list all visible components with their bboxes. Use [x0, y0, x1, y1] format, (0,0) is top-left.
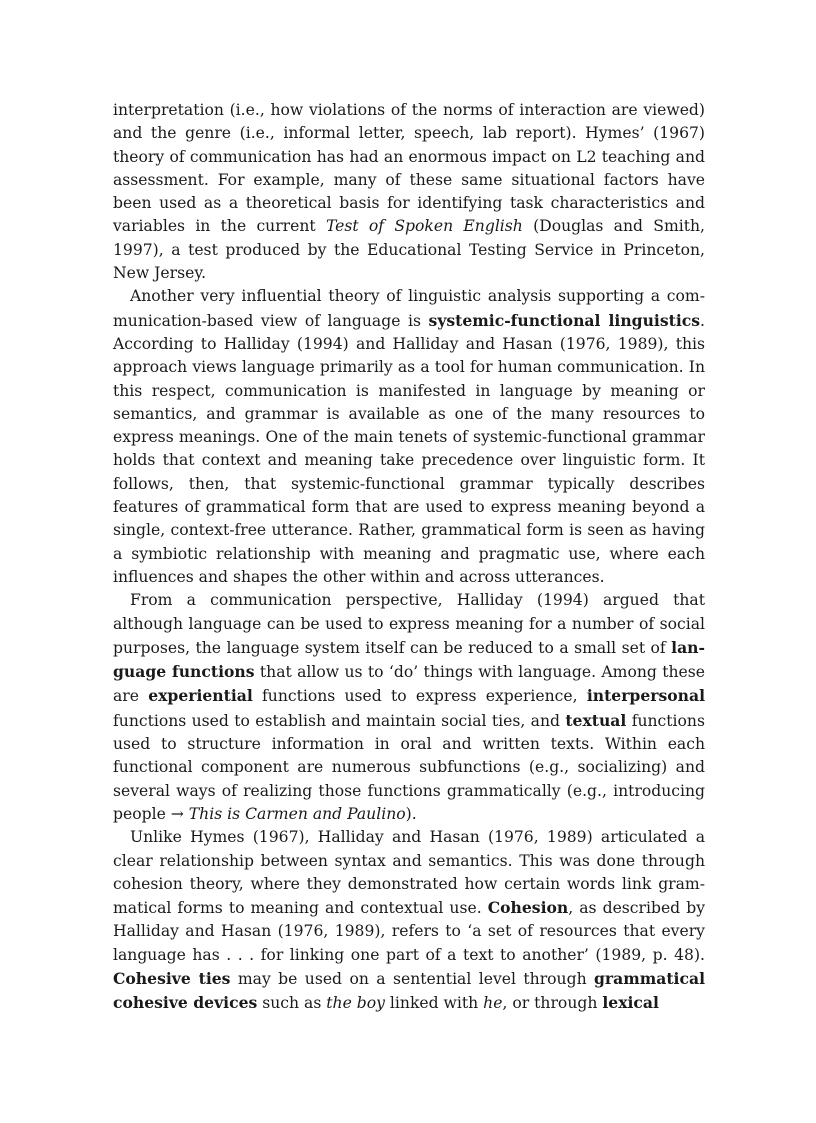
page-body — [113, 99, 705, 1016]
bold-term: Cohesive ties — [113, 968, 231, 988]
italic-example: the boy — [326, 994, 385, 1013]
bold-term: Cohesion — [487, 898, 569, 918]
text-run: Unlike Hymes (1967), Halliday and Hasan (1976, 1989) articulated a clear relationship between syntax and semantics. This was done through cohesion theory, where they demonstrated how certain words link grammatical forms to meaning and contextual use. — [113, 828, 705, 918]
bold-term: language functions — [113, 637, 705, 682]
text-run: Another very influential theory of linguistic analysis supporting a communication-based view of language is — [113, 287, 705, 330]
bold-term: experiential — [148, 686, 253, 706]
bold-term: grammatical cohesive devices — [113, 968, 705, 1013]
bold-term: textual — [565, 710, 627, 730]
text-run: interpretation (i.e., how violations of the norms of interaction are viewed) and the genre (i.e., informal letter, speech, lab report). Hymes’ (1967) theory of communication has had an enormous impact on L2 teaching and assessment. For example, many of these same situational factors have been used as a theoretical basis for identifying task characteristics and variables in the current — [113, 101, 705, 236]
text-run: functions used to establish and maintain social ties, and — [113, 711, 566, 730]
paragraph-2 — [113, 285, 705, 589]
text-run: (Douglas and Smith, 1997), a test produced by the Educational Testing Service in Princeton, New Jersey. — [113, 217, 706, 283]
text-run: functions used to express experience, — [252, 687, 587, 706]
italic-example: he — [483, 994, 503, 1013]
text-run: , as described by Halliday and Hasan (1976, 1989), refers to ‘a set of resources that every language has . . . for linking one part of a text to another’ (1989, p. 48). — [113, 899, 706, 964]
italic-example: This is Carmen and Paulino — [188, 804, 406, 823]
paragraph-1 — [113, 99, 705, 285]
text-run: From a communication perspective, Halliday (1994) argued that although language can be used to express meaning for a number of social purposes, the language system itself can be reduced to a small set of — [113, 591, 705, 657]
bold-term: lexical — [602, 993, 659, 1013]
text-run: linked with — [384, 994, 484, 1013]
italic-title: Test of Spoken English — [325, 217, 523, 236]
paragraph-4 — [113, 826, 705, 1015]
text-run: , or through — [502, 994, 603, 1013]
text-run: that allow us to ‘do’ things with language. Among these are — [113, 663, 705, 706]
text-run: may be used on a sentential level through — [230, 969, 595, 988]
text-run: . According to Halliday (1994) and Halliday and Hasan (1976, 1989), this approach views language primarily as a tool for human communication. In this respect, communication is manifested in language by meaning or semantics, and grammar is available as one of the many resources to express meanings. One of the main tenets of systemic-functional grammar holds that context and meaning take precedence over linguistic form. It follows, then, that systemic-functional grammar typically describes features of grammatical form that are used to express meaning beyond a single, context-free utterance. Rather, grammatical form is seen as having a symbiotic relationship with meaning and pragmatic use, where each influences and shapes the other within and across utterances. — [113, 311, 705, 586]
bold-term: systemic-functional linguistics — [428, 310, 701, 330]
text-run: such as — [257, 994, 327, 1013]
text-run: ). — [405, 804, 417, 823]
text-run: functions used to structure information in oral and written texts. Within each functional component are numerous subfunctions (e.g., socializing) and several ways of realizing those functions grammatically (e.g., introducing people → — [113, 711, 705, 823]
paragraph-3 — [113, 589, 705, 826]
bold-term: interpersonal — [586, 686, 706, 706]
